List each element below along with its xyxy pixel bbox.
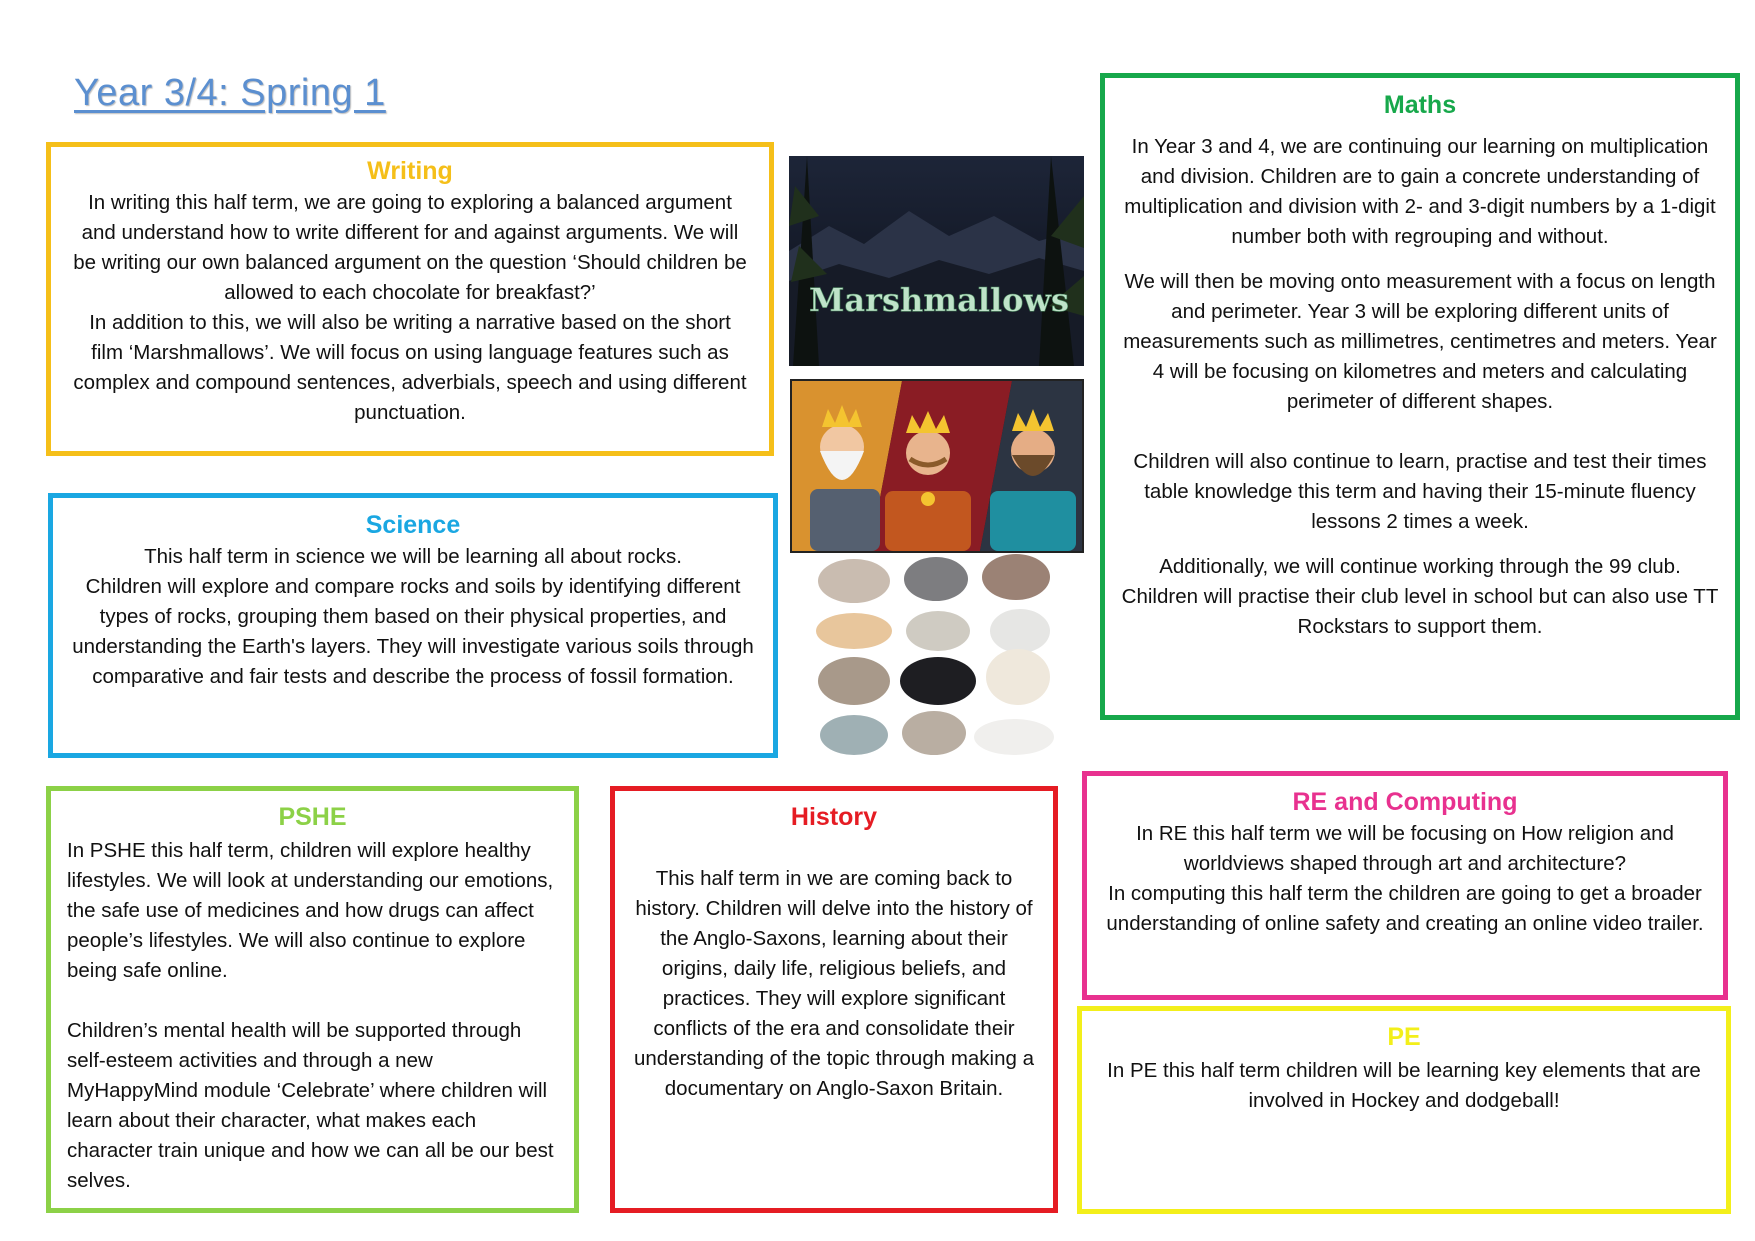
- history-heading: History: [790, 803, 878, 831]
- writing-paragraph-2: In addition to this, we will also be writing a narrative based on the short film ‘Marshmallows’. We will focus on using language features such as complex and compound sentences, adverbials, speech and using different punctuation.: [73, 311, 747, 424]
- pe-heading: PE: [1387, 1023, 1421, 1051]
- re-computing-panel: [1082, 771, 1728, 1000]
- pshe-paragraph-2: Children’s mental health will be supported through self-esteem activities and through a new MyHappyMind module ‘Celebrate’ where children will learn about their character, what makes each character train unique and how we can all be our best selves.: [67, 1019, 554, 1192]
- science-paragraph-2: Children will explore and compare rocks and soils by identifying different types of rocks, grouping them based on their physical properties, and understanding the Earth's layers. They will investigate various soils through comparative and fair tests and describe the process of fossil formation.: [72, 575, 754, 688]
- re-computing-heading: RE and Computing: [1292, 788, 1518, 816]
- pshe-panel: [46, 786, 579, 1213]
- pe-panel: [1077, 1006, 1731, 1214]
- writing-paragraph-1: In writing this half term, we are going to exploring a balanced argument and understand how to write different for and against arguments. We will be writing our own balanced argument on the question ‘Should children be allowed to each chocolate for breakfast?’: [73, 191, 747, 304]
- maths-paragraph-4: Additionally, we will continue working through the 99 club. Children will practise their club level in school but can also use TT Rockstars to support them.: [1121, 555, 1719, 638]
- history-paragraph-1: This half term in we are coming back to history. Children will delve into the history of the Anglo-Saxons, learning about their origins, daily life, religious beliefs, and practices. They will explore significant conflicts of the era and consolidate their understanding of the topic through making a documentary on Anglo-Saxon Britain.: [633, 867, 1035, 1100]
- maths-paragraph-1: In Year 3 and 4, we are continuing our learning on multiplication and division. Children are to gain a concrete understanding of multiplication and division with 2- and 3-digit numbers by a 1-digit number both with regrouping and without.: [1124, 135, 1716, 248]
- pshe-heading: PSHE: [278, 803, 347, 831]
- pshe-paragraph-1: In PSHE this half term, children will explore healthy lifestyles. We will look at understanding our emotions, the safe use of medicines and how drugs can affect people’s lifestyles. We will also continue to explore being safe online.: [67, 839, 554, 982]
- marshmallows-film-image: [789, 156, 1084, 366]
- science-heading: Science: [365, 511, 461, 539]
- science-paragraph-1: This half term in science we will be learning all about rocks.: [144, 545, 682, 568]
- maths-paragraph-3: Children will also continue to learn, practise and test their times table knowledge this term and having their 15-minute fluency lessons 2 times a week.: [1133, 450, 1707, 533]
- page-title: Year 3/4: Spring 1: [74, 72, 386, 114]
- history-panel: [610, 786, 1058, 1213]
- anglo-saxon-kings-image: [790, 379, 1084, 553]
- science-panel: [48, 493, 778, 758]
- maths-heading: Maths: [1383, 91, 1457, 119]
- writing-panel: [46, 142, 774, 456]
- rocks-collage-image: [814, 553, 1059, 763]
- marshmallows-logo-text: Marshmallows: [808, 281, 1070, 319]
- re-computing-paragraph-1: In RE this half term we will be focusing on How religion and worldviews shaped through art and architecture?: [1136, 822, 1674, 875]
- re-computing-paragraph-2: In computing this half term the children are going to get a broader understanding of online safety and creating an online video trailer.: [1106, 882, 1704, 935]
- pe-paragraph-1: In PE this half term children will be learning key elements that are involved in Hockey and dodgeball!: [1107, 1059, 1701, 1112]
- maths-panel: [1100, 73, 1740, 720]
- writing-heading: Writing: [367, 157, 453, 185]
- maths-paragraph-2: We will then be moving onto measurement with a focus on length and perimeter. Year 3 will be exploring different units of measurements such as millimetres, centimetres and meters. Year 4 will be focusing on kilometres and meters and calculating perimeter of different shapes.: [1123, 270, 1717, 413]
